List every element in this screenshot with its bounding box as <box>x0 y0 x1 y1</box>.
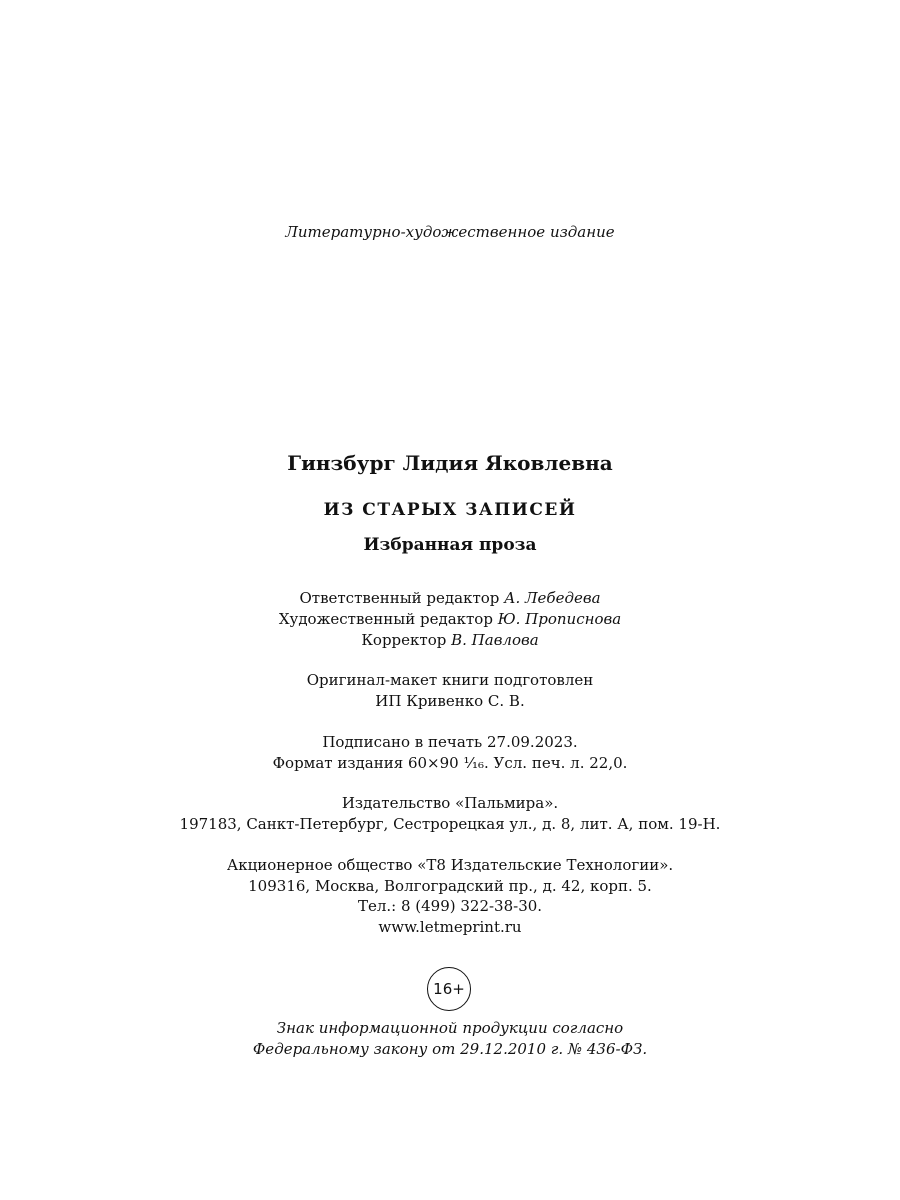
printer-name: Акционерное общество «Т8 Издательские Технологии». <box>226 856 674 874</box>
credit-executive-editor <box>0 588 900 608</box>
credit-role: Художественный редактор <box>278 610 498 628</box>
credit-proofreader <box>0 630 900 650</box>
publisher-name: Издательство «Пальмира». <box>341 794 559 812</box>
age-notice-line2: Федеральному закону от 29.12.2010 г. № 436-ФЗ. <box>252 1040 648 1058</box>
credit-name: В. Павлова <box>451 631 539 649</box>
age-rating-badge: 16+ <box>427 967 471 1011</box>
credit-name: А. Лебедева <box>504 589 601 607</box>
print-format: Формат издания 60×90 ¹⁄₁₆. Усл. печ. л. 22,0. <box>272 754 628 772</box>
layout-credit-line2: ИП Кривенко С. В. <box>375 692 525 710</box>
credit-role: Корректор <box>361 631 452 649</box>
age-notice-line1: Знак информационной продукции согласно <box>276 1019 624 1037</box>
publisher-address: 197183, Санкт-Петербург, Сестрорецкая ул., д. 8, лит. А, пом. 19-Н. <box>179 815 721 833</box>
printer-address: 109316, Москва, Волгоградский пр., д. 42, корп. 5. <box>248 877 652 895</box>
author-name: Гинзбург Лидия Яковлевна <box>287 451 613 475</box>
credit-name: Ю. Прописнова <box>497 610 622 628</box>
print-signed: Подписано в печать 27.09.2023. <box>322 733 578 751</box>
book-subtitle: Избранная проза <box>363 535 537 555</box>
printer-phone: Тел.: 8 (499) 322-38-30. <box>357 897 543 915</box>
book-title: ИЗ СТАРЫХ ЗАПИСЕЙ <box>323 500 577 520</box>
credit-role: Ответственный редактор <box>299 589 505 607</box>
printer-website: www.letmeprint.ru <box>378 918 522 936</box>
credit-art-editor <box>0 609 900 629</box>
edition-type: Литературно-художественное издание <box>285 223 615 241</box>
layout-credit-line1: Оригинал-макет книги подготовлен <box>306 671 594 689</box>
